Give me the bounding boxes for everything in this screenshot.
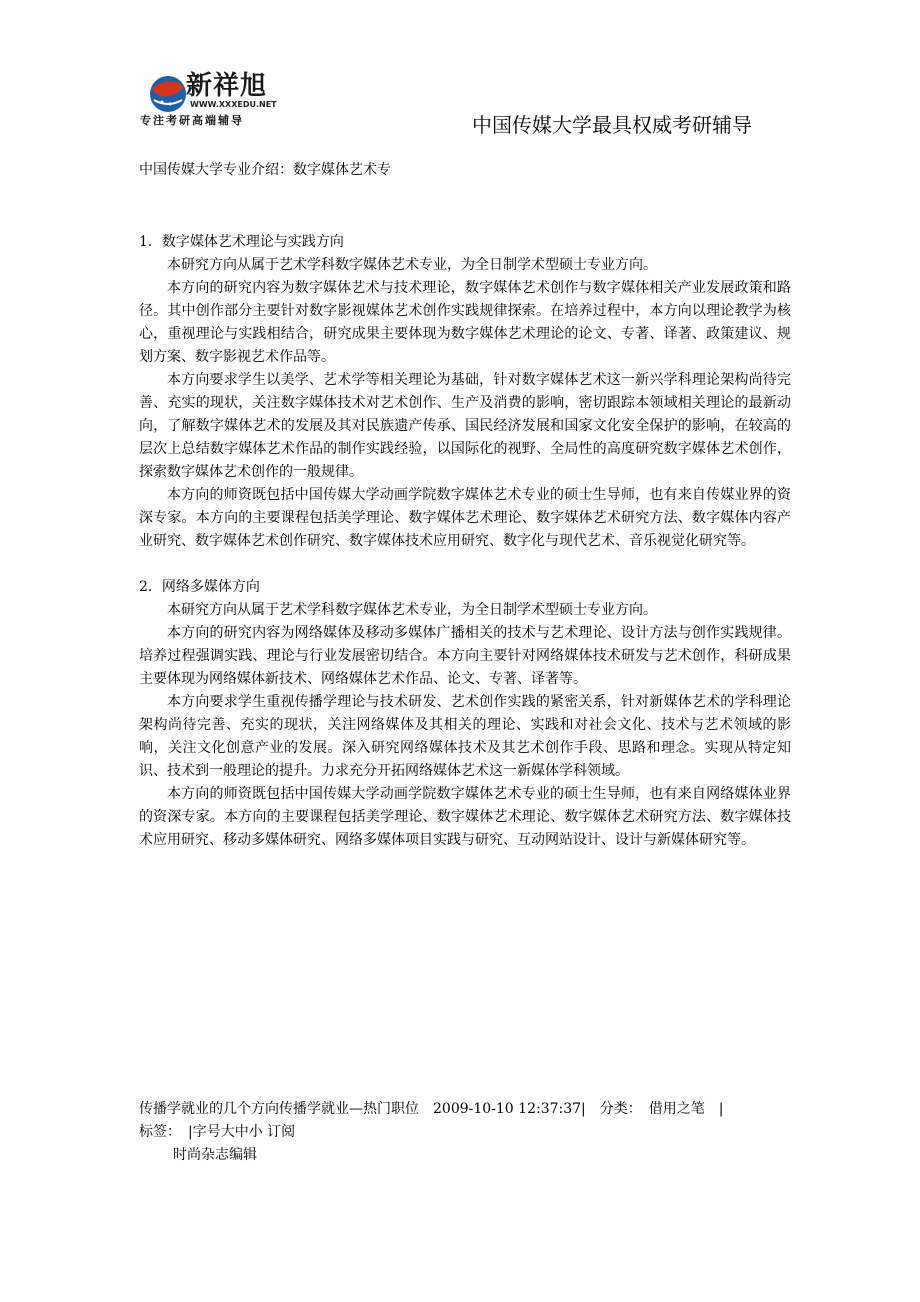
logo-brand-name: 新祥旭 [186,71,268,101]
section-paragraph: 本方向的研究内容为网络媒体及移动多媒体广播相关的技术与艺术理论、设计方法与创作实践规律。培养过程强调实践、理论与行业发展密切结合。本方向主要针对网络媒体技术研发与艺术创作，科研成果主要体现为网络媒体新技术、网络媒体艺术作品、论文、专著、译著等。 [139,625,791,687]
intro-line: 中国传媒大学专业介绍：数字媒体艺术专 [139,162,391,178]
globe-icon [148,74,188,114]
footer-line-job: 时尚杂志编辑 [173,1147,257,1163]
footer-meta [139,1098,799,1167]
section-spacer [139,553,791,576]
section-heading: 1．数字媒体艺术理论与实践方向 [139,234,344,250]
section-paragraph: 本方向的师资既包括中国传媒大学动画学院数字媒体艺术专业的硕士生导师，也有来自传媒业界的资深专家。本方向的主要课程包括美学理论、数字媒体艺术理论、数字媒体艺术研究方法、数字媒体内容产业研究、数字媒体艺术创作研究、数字媒体技术应用研究、数字化与现代艺术、音乐视觉化研究等。 [139,487,791,549]
footer-line-article: 传播学就业的几个方向传播学就业—热门职位 2009-10-10 12:37:37| 分类： 借用之笔 | [139,1101,724,1117]
section-paragraph: 本研究方向从属于艺术学科数字媒体艺术专业，为全日制学术型硕士专业方向。 [167,257,657,273]
brand-logo [130,66,290,132]
section-heading: 2．网络多媒体方向 [139,579,260,595]
logo-url: WWW.XXXEDU.NET [190,100,277,109]
footer-line-tags: 标签： |字号大中小 订阅 [139,1124,296,1140]
header-title: 中国传媒大学最具权威考研辅导 [472,113,752,137]
section-paragraph: 本方向的研究内容为数字媒体艺术与技术理论，数字媒体艺术创作与数字媒体相关产业发展政策和路径。其中创作部分主要针对数字影视媒体艺术创作实践规律探索。在培养过程中，本方向以理论教学为核心，重视理论与实践相结合，研究成果主要体现为数字媒体艺术理论的论文、专著、译著、政策建议、规划方案、数字影视艺术作品等。 [139,280,791,365]
main-content [139,231,791,852]
section-paragraph: 本方向要求学生以美学、艺术学等相关理论为基础，针对数字媒体艺术这一新兴学科理论架构尚待完善、充实的现状，关注数字媒体技术对艺术创作、生产及消费的影响，密切跟踪本领域相关理论的最新动向，了解数字媒体艺术的发展及其对民族遗产传承、国民经济发展和国家文化安全保护的影响，在较高的层次上总结数字媒体艺术作品的制作实践经验，以国际化的视野、全局性的高度研究数字媒体艺术创作，探索数字媒体艺术创作的一般规律。 [139,372,791,480]
section-paragraph: 本研究方向从属于艺术学科数字媒体艺术专业，为全日制学术型硕士专业方向。 [167,602,657,618]
logo-slogan: 专注考研高端辅导 [140,114,244,127]
section-paragraph: 本方向要求学生重视传播学理论与技术研发、艺术创作实践的紧密关系，针对新媒体艺术的学科理论架构尚待完善、充实的现状，关注网络媒体及其相关的理论、实践和对社会文化、技术与艺术领域的影响，关注文化创意产业的发展。深入研究网络媒体技术及其艺术创作手段、思路和理念。实现从特定知识、技术到一般理论的提升。力求充分开拓网络媒体艺术这一新媒体学科领域。 [139,694,791,779]
section-paragraph: 本方向的师资既包括中国传媒大学动画学院数字媒体艺术专业的硕士生导师，也有来自网络媒体业界的资深专家。本方向的主要课程包括美学理论、数字媒体艺术理论、数字媒体艺术研究方法、数字媒体技术应用研究、移动多媒体研究、网络多媒体项目实践与研究、互动网站设计、设计与新媒体研究等。 [139,786,791,848]
